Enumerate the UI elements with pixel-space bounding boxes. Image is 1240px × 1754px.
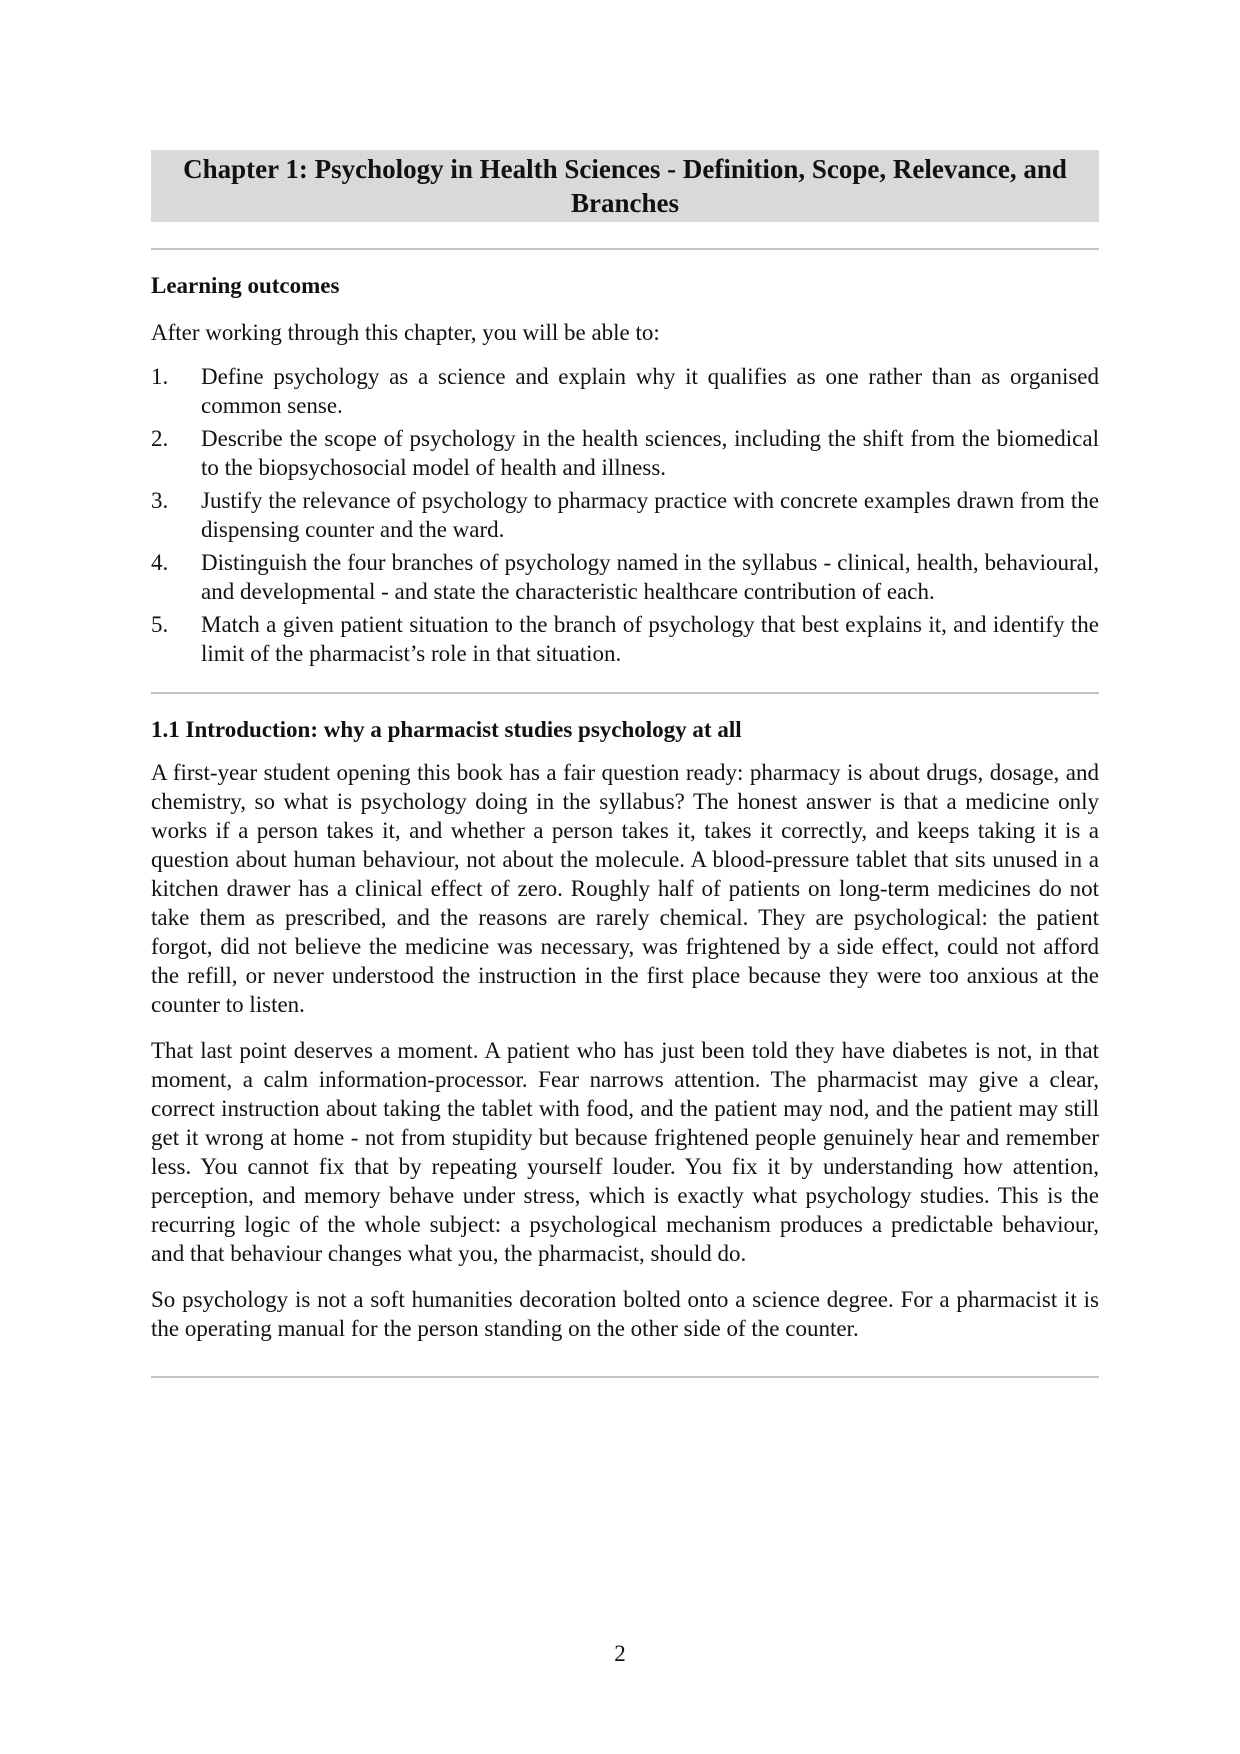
learning-outcomes-list [151, 362, 1099, 668]
divider [151, 692, 1099, 694]
body-paragraph: That last point deserves a moment. A patient who has just been told they have diabetes is not, in that moment, a calm information-processor. Fear narrows attention. The pharmacist may give a clear, correct instruction about taking the tablet with food, and the patient may nod, and the patient may still get it wrong at home - not from stupidity but because frightened people genuinely hear and remember less. You cannot fix that by repeating yourself louder. You fix it by understanding how attention, perception, and memory behave under stress, which is exactly what psychology studies. This is the recurring logic of the whole subject: a psychological mechanism produces a predictable behaviour, and that behaviour changes what you, the pharmacist, should do. [151, 1038, 1099, 1266]
chapter-title: Chapter 1: Psychology in Health Sciences - Definition, Scope, Relevance, and Branches [151, 150, 1099, 222]
list-item-number: 5. [151, 612, 169, 637]
body-paragraph: So psychology is not a soft humanities decoration bolted onto a science degree. For a pharmacist it is the operating manual for the person standing on the other side of the counter. [151, 1287, 1099, 1341]
list-item-text: Justify the relevance of psychology to pharmacy practice with concrete examples drawn from the dispensing counter and the ward. [201, 488, 1099, 542]
body-paragraph: A first-year student opening this book has a fair question ready: pharmacy is about drugs, dosage, and chemistry, so what is psychology doing in the syllabus? The honest answer is that a medicine only works if a person takes it, and whether a person takes it, takes it correctly, and keeps taking it is a question about human behaviour, not about the molecule. A blood-pressure tablet that sits unused in a kitchen drawer has a clinical effect of zero. Roughly half of patients on long-term medicines do not take them as prescribed, and the reasons are rarely chemical. They are psychological: the patient forgot, did not believe the medicine was necessary, was frightened by a side effect, could not afford the refill, or never understood the instruction in the first place because they were too anxious at the counter to listen. [151, 760, 1099, 1017]
divider [151, 1376, 1099, 1378]
list-item-number: 4. [151, 550, 169, 575]
list-item [151, 424, 1099, 482]
learning-outcomes-lead: After working through this chapter, you will be able to: [151, 320, 660, 345]
list-item [151, 548, 1099, 606]
list-item-text: Match a given patient situation to the branch of psychology that best explains it, and identify the limit of the pharmacist’s role in that situation. [201, 612, 1099, 666]
list-item [151, 486, 1099, 544]
list-item [151, 610, 1099, 668]
page-number: 2 [614, 1641, 626, 1666]
section-heading: 1.1 Introduction: why a pharmacist studies psychology at all [151, 717, 742, 742]
list-item-text: Describe the scope of psychology in the health sciences, including the shift from the biomedical to the biopsychosocial model of health and illness. [201, 426, 1099, 480]
list-item-text: Distinguish the four branches of psychology named in the syllabus - clinical, health, behavioural, and developmental - and state the characteristic healthcare contribution of each. [201, 550, 1099, 604]
list-item [151, 362, 1099, 420]
list-item-number: 1. [151, 364, 169, 389]
list-item-number: 2. [151, 426, 169, 451]
learning-outcomes-heading: Learning outcomes [151, 273, 340, 298]
list-item-number: 3. [151, 488, 169, 513]
divider [151, 248, 1099, 250]
page-content [151, 150, 1099, 1378]
list-item-text: Define psychology as a science and explain why it qualifies as one rather than as organised common sense. [201, 364, 1099, 418]
